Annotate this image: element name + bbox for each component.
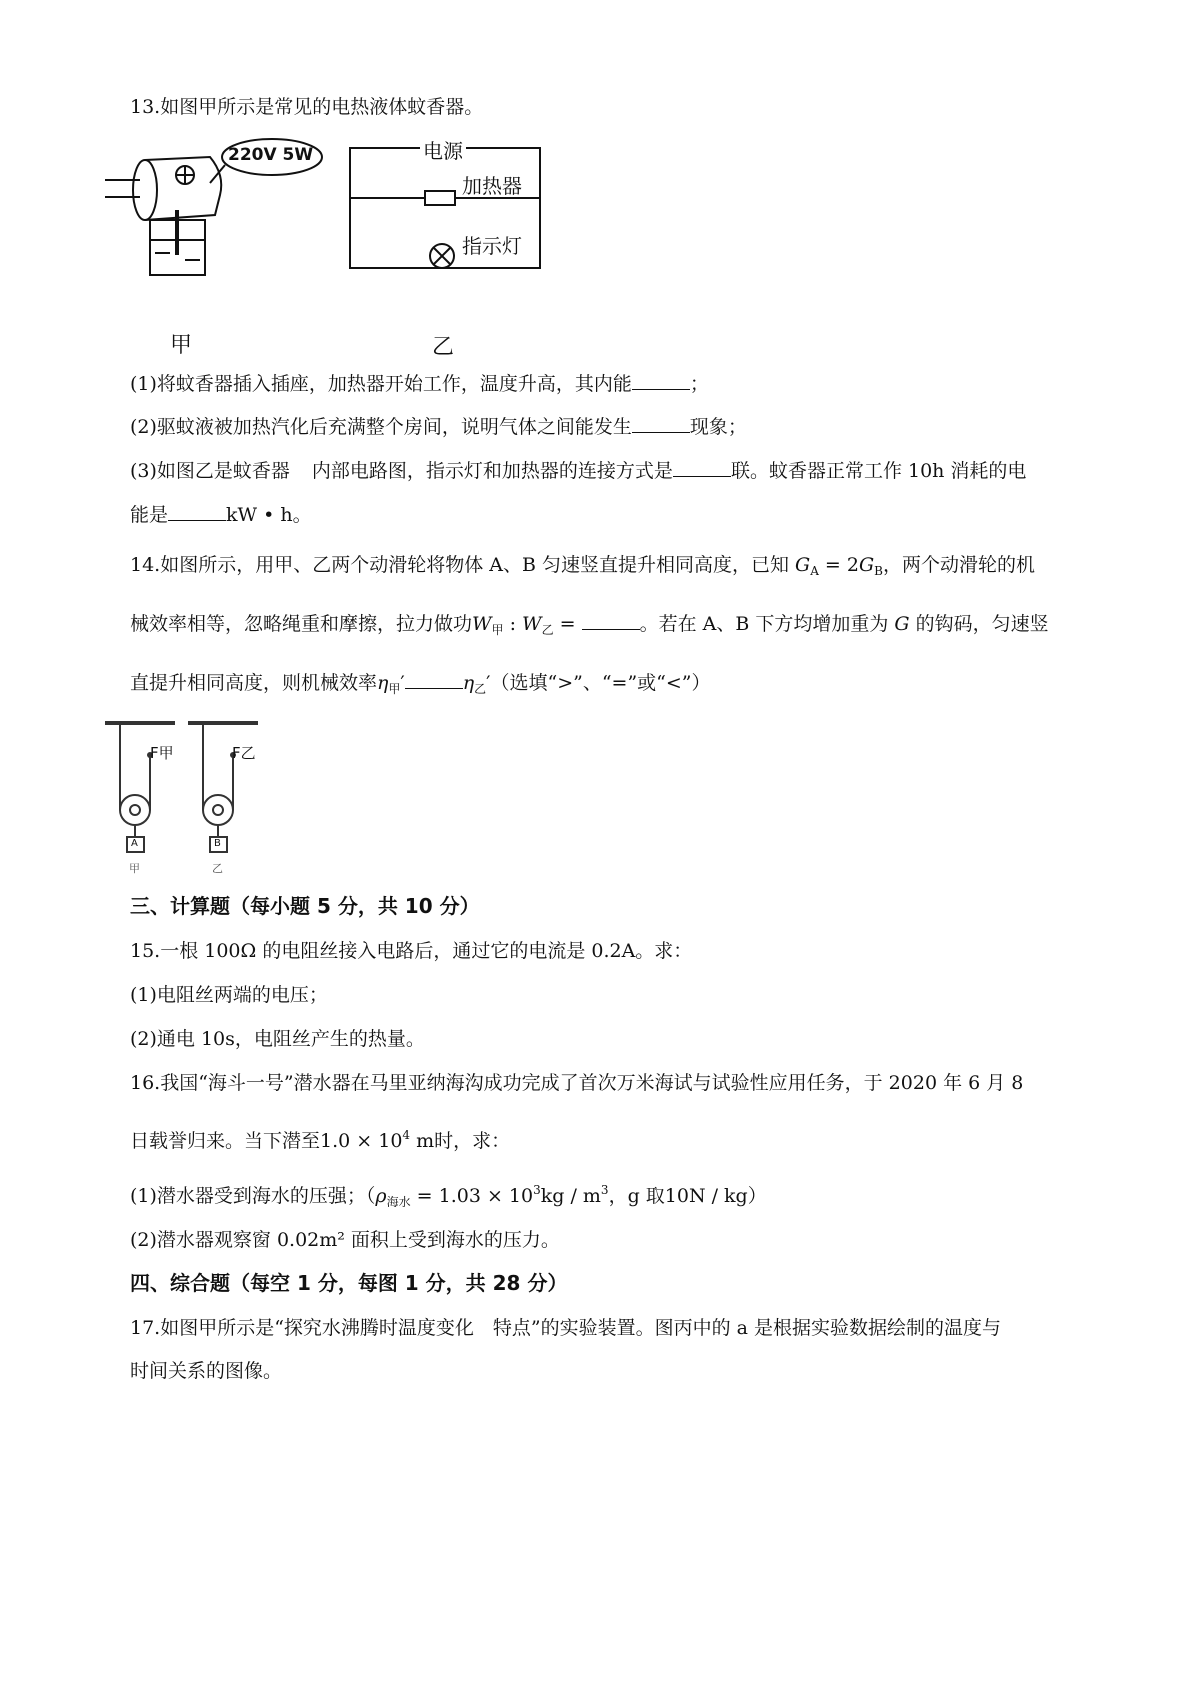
q14-line1: 14.如图所示，用甲、乙两个动滑轮将物体 A、B 匀速竖直提升相同高度，已知 $G_A = 2G_B$，两个动滑轮的机 (130, 554, 1036, 578)
figure-caption-yi: 乙 (432, 335, 455, 360)
device-rating-label: 220V 5W (228, 145, 314, 165)
section4-title: 四、综合题（每空 1 分，每图 1 分，共 28 分） (130, 1271, 568, 1295)
pulley-figure (100, 715, 260, 885)
q16-part2: (2)潜水器观察窗 0.02m² 面积上受到海水的压力。 (130, 1229, 560, 1251)
q14-line2: 械效率相等，忽略绳重和摩擦，拉力做功$W_甲$ : $W_乙$ = 。若在 A、B 下方均增加重为 G 的钩码，匀速竖 (130, 613, 1049, 637)
figure-caption-jia: 甲 (170, 333, 193, 358)
section3-title: 三、计算题（每小题 5 分，共 10 分） (130, 894, 480, 918)
q16-line1: 16.我国“海斗一号”潜水器在马里亚纳海沟成功完成了首次万米海试与试验性应用任务，于 2020 年 6 月 8 (130, 1072, 1024, 1094)
q14-line3: 直提升相同高度，则机械效率$\eta_甲'$ $\eta_乙'$（选填“>”、“=”或“<”） (130, 672, 711, 696)
box-a-label: A (131, 838, 138, 849)
force-jia-label: F甲 (150, 744, 174, 762)
pulley-caption-jia: 甲 (129, 862, 140, 875)
circuit-heater-label: 加热器 (462, 174, 522, 198)
q13-part1: (1)将蚊香器插入插座，加热器开始工作，温度升高，其内能 ； (130, 373, 709, 395)
circuit-source-label: 电源 (420, 135, 466, 164)
q16-part1: (1)潜水器受到海水的压强；（$\rho_{海水} = 1.03 \times 10^3kg / m^3$，g 取10N / kg） (130, 1183, 767, 1209)
q15-part1: (1)电阻丝两端的电压； (130, 984, 328, 1006)
q13-stem: 13.如图甲所示是常见的电热液体蚊香器。 (130, 96, 484, 118)
q15-part2: (2)通电 10s，电阻丝产生的热量。 (130, 1028, 425, 1050)
q16-line2: 日载誉归来。当下潜至$1.0 \times 10^4$ m时，求： (130, 1128, 511, 1152)
pulley-caption-yi: 乙 (212, 862, 223, 875)
circuit-lamp-label: 指示灯 (462, 234, 522, 258)
q15-stem: 15.一根 100Ω 的电阻丝接入电路后，通过它的电流是 0.2A。求： (130, 940, 693, 962)
q13-part3-cont: 能是 kW • h。 (130, 504, 312, 526)
box-b-label: B (214, 838, 221, 849)
force-yi-label: F乙 (232, 744, 256, 762)
q17-line1: 17.如图甲所示是“探究水沸腾时温度变化 特点”的实验装置。图丙中的 a 是根据实验数据绘制的温度与 (130, 1317, 1002, 1339)
q17-line2: 时间关系的图像。 (130, 1360, 283, 1382)
q13-part2: (2)驱蚊液被加热汽化后充满整个房间，说明气体之间能发生 现象； (130, 416, 747, 438)
q13-part3: (3)如图乙是蚊香器 内部电路图，指示灯和加热器的连接方式是 联。蚊香器正常工作 10h 消耗的电 (130, 460, 1027, 482)
